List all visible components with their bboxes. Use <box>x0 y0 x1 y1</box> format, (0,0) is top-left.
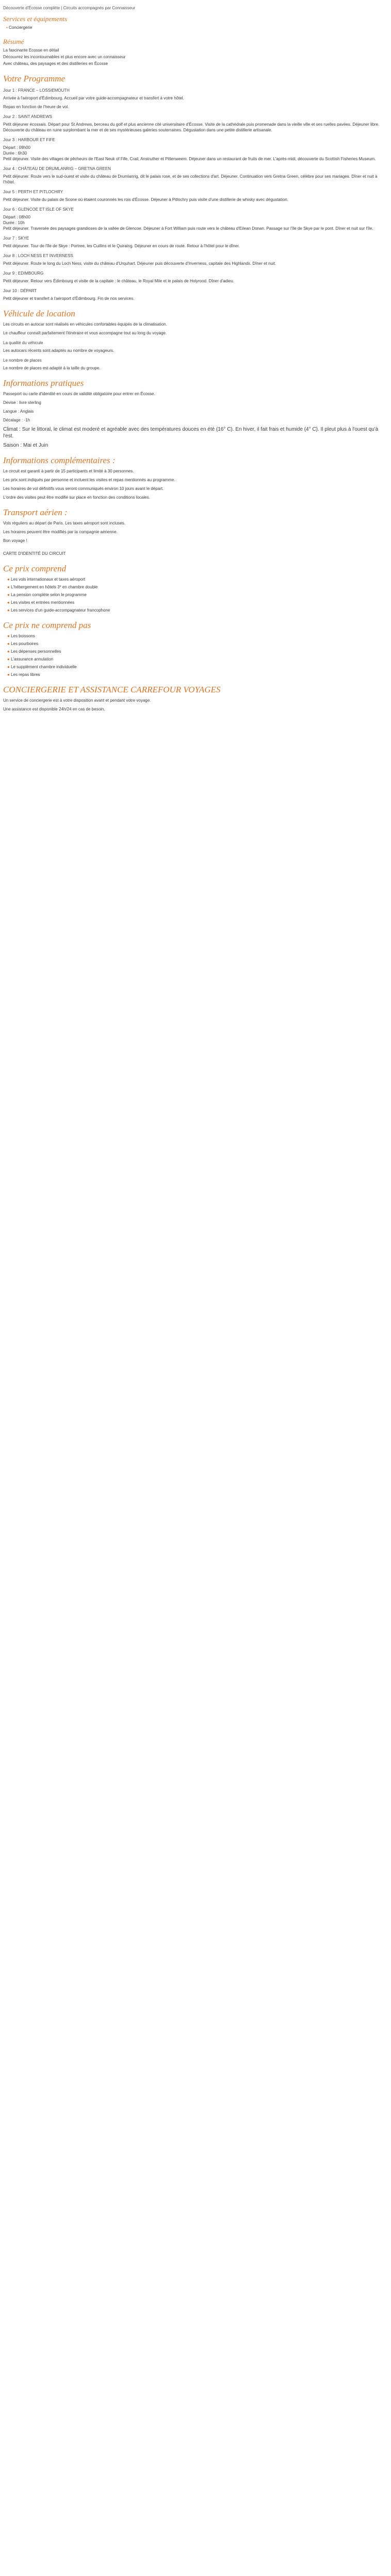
breadcrumb: Découverte d'Écosse complète | Circuits accompagnés par Connaisseur <box>3 6 136 10</box>
transport-text: Vols réguliers au départ de Paris. Les taxes aéroport sont incluses. <box>3 521 126 526</box>
resume-title: Résumé <box>3 38 24 45</box>
info-meta: Langue : Anglais <box>3 409 34 414</box>
day-label: Jour 8 : LOCH NESS ET INVERNESS <box>3 253 73 258</box>
transport-title: Transport aérien : <box>3 507 68 517</box>
conciergerie-text: Une assistance est disponible 24h/24 en cas de besoin. <box>3 707 105 711</box>
day-text: Petit déjeuner. Visite des villages de pêcheurs de l'East Neuk of Fife, Crail, Anstruther et Pittenweem. Déjeuner dans un restaurant de fruits de mer. L'après-midi, découverte du Scottish Fisheries Museum. <box>3 157 376 161</box>
list-item: ● L'assurance annulation <box>12 656 382 662</box>
transport-closing: Bon voyage ! <box>3 538 27 543</box>
day-label: Jour 3 : HARBOUR ET FIFE <box>3 138 55 142</box>
list-item: ● Les pourboires <box>12 641 382 647</box>
info-meta: Devise : livre sterling <box>3 400 41 405</box>
complementaires-title: Informations complémentaires : <box>3 455 116 465</box>
vehicule-subtitle: La qualité du véhicule <box>3 341 43 345</box>
day-label: Jour 4 : CHÂTEAU DE DRUMLANRIG – GRETNA GREEN <box>3 166 111 171</box>
day-label: Jour 9 : EDIMBOURG <box>3 271 44 276</box>
day-label: Jour 10 : DÉPART <box>3 289 37 293</box>
day-text: Petit déjeuner et transfert à l'aéroport d'Édimbourg. Fin de nos services. <box>3 296 135 301</box>
compl-text: Le circuit est garanti à partir de 15 participants et limité à 30 personnes. <box>3 469 134 473</box>
prix-comprend-title: Ce prix comprend <box>3 564 67 573</box>
saison-text: Saison : Mai et Juin <box>3 443 48 448</box>
day-label: Jour 7 : SKYE <box>3 236 29 241</box>
day-block <box>3 88 382 110</box>
day-label: Jour 6 : GLENCOE ET ISLE OF SKYE <box>3 207 74 212</box>
info-meta: Décalage : -1h <box>3 418 30 422</box>
resume-line: Découvrez les incontournables et plus encore avec un connaisseur <box>3 55 126 59</box>
day-text: Petit déjeuner. Visite du palais de Scone où étaient couronnés les rois d'Écosse. Déjeuner à Pitlochry puis visite d'une distillerie de whisky avec dégustation. <box>3 197 289 202</box>
climate-text: Climat : Sur le littoral, le climat est moderé et agréable avec des températures douces en été (16° C). En hiver, il fait frais et humide (4° C). Il pleut plus à l'ouest qu'à l'est. <box>3 427 379 439</box>
prix-comprend-list <box>3 577 382 613</box>
vehicule-text: Les autocars récents sont adaptés au nombre de voyageurs. <box>3 348 115 353</box>
conciergerie-text: Un service de conciergerie est à votre disposition avant et pendant votre voyage. <box>3 698 151 703</box>
day-text: Petit déjeuner. Tour de l'île de Skye : Portree, les Cuillins et le Quiraing. Déjeuner en cours de route. Retour à l'hôtel pour le dîner. <box>3 244 240 248</box>
prix-ne-comprend-title: Ce prix ne comprend pas <box>3 620 91 630</box>
day-text: Petit déjeuner. Retour vers Édimbourg et visite de la capitale : le château, le Royal Mile et le palais de Holyrood. Dîner d'adieu. <box>3 279 234 283</box>
services-title: Services et équipements <box>3 15 68 23</box>
day-meta: Durée : 10h <box>3 221 25 225</box>
list-item: ● La pension complète selon le programme <box>12 592 382 598</box>
day-block <box>3 114 382 133</box>
day-block <box>3 253 382 266</box>
transport-text: Les horaires peuvent être modifiés par la compagnie aérienne. <box>3 530 118 534</box>
vehicule-text: Le nombre de places est adapté à la taille du groupe. <box>3 366 101 370</box>
page <box>0 0 385 725</box>
day-text: Petit déjeuner. Route vers le sud-ouest et visite du château de Drumlanrig, dit le palais rose, et de ses collections d'art. Déjeuner. Continuation vers Gretna Green, célèbre pour ses mariages. Dîner et nuit à l'hôtel. <box>3 174 378 184</box>
informations-title: Informations pratiques <box>3 378 84 388</box>
day-label: Jour 2 : SAINT ANDREWS <box>3 114 52 119</box>
compl-text: Les prix sont indiqués par personne et incluent les visites et repas mentionnés au programme. <box>3 478 175 482</box>
conciergerie-title: CONCIERGERIE ET ASSISTANCE CARREFOUR VOYAGES <box>3 685 221 694</box>
day-block <box>3 189 382 202</box>
day-label: Jour 1 : FRANCE – LOSSIEMOUTH <box>3 88 70 93</box>
vehicule-text: Les circuits en autocar sont réalisés en véhicules confortables équipés de la climatisation. <box>3 322 167 327</box>
day-meta: Départ : 09h00 <box>3 145 30 150</box>
day-text: Arrivée à l'aéroport d'Édimbourg. Accueil par votre guide-accompagnateur et transfert à votre hôtel. <box>3 96 184 100</box>
day-block <box>3 166 382 185</box>
list-item: ● L'hébergement en hôtels 3* en chambre double <box>12 584 382 590</box>
day-label: Jour 5 : PERTH ET PITLOCHRY <box>3 190 63 194</box>
info-text: Passeport ou carte d'identité en cours de validité obligatoire pour entrer en Écosse. <box>3 392 155 396</box>
day-block <box>3 235 382 249</box>
day-block <box>3 288 382 301</box>
vehicule-text: Le chauffeur connaît parfaitement l'itinéraire et vous accompagne tout au long du voyage. <box>3 331 167 335</box>
service-item: • Conciergerie <box>6 25 382 30</box>
vehicule-title: Véhicule de location <box>3 309 75 318</box>
list-item: ● Les repas libres <box>12 672 382 677</box>
day-block <box>3 207 382 231</box>
programme-title: Votre Programme <box>3 74 66 83</box>
list-item: ● Le supplément chambre individuelle <box>12 664 382 670</box>
vehicule-subtitle: Le nombre de places <box>3 358 42 363</box>
day-block <box>3 137 382 162</box>
day-meta: Durée : 6h30 <box>3 151 27 156</box>
list-item: ● Les dépenses personnelles <box>12 649 382 654</box>
list-item: ● Les boissons <box>12 633 382 639</box>
compl-text: L'ordre des visites peut être modifié sur place en fonction des conditions locales. <box>3 495 150 500</box>
day-block <box>3 270 382 284</box>
day-text: Petit déjeuner. Route le long du Loch Ness, visite du château d'Urquhart. Déjeuner puis découverte d'Inverness, capitale des Highlands. Dîner et nuit. <box>3 261 276 266</box>
day-meta: Départ : 08h00 <box>3 215 30 219</box>
list-item: ● Les vols internationaux et taxes aéroport <box>12 577 382 582</box>
list-item: ● Les services d'un guide-accompagnateur francophone <box>12 607 382 613</box>
resume-line: Avec château, des paysages et des distilleries en Écosse <box>3 61 108 66</box>
day-text: Repas en fonction de l'heure de vol. <box>3 105 69 109</box>
prix-ne-comprend-list <box>3 633 382 677</box>
day-text: Petit déjeuner. Traversée des paysages grandioses de la vallée de Glencoe. Déjeuner à Fort William puis route vers le château d'Eilean Donan. Passage sur l'île de Skye par le pont. Dîner et nuit sur l'île. <box>3 226 373 231</box>
compl-text: Les horaires de vol définitifs vous seront communiqués environ 10 jours avant le départ. <box>3 486 164 491</box>
carte-title: CARTE D'IDENTITÉ DU CIRCUIT <box>3 551 66 556</box>
day-text: Petit déjeuner écossais. Départ pour St Andrews, berceau du golf et plus ancienne cité universitaire d'Écosse. Visite de la cathédrale puis promenade dans la vieille ville et ses ruelles pavées. Déjeuner libre. Découverte du château en ruine surplombant la mer et de ses mystérieuses galeries souterraines. Dégustation dans une petite distillerie artisanale. <box>3 122 380 132</box>
list-item: ● Les visites et entrées mentionnées <box>12 600 382 605</box>
resume-line: La fascinante Ecosse en détail <box>3 48 59 53</box>
